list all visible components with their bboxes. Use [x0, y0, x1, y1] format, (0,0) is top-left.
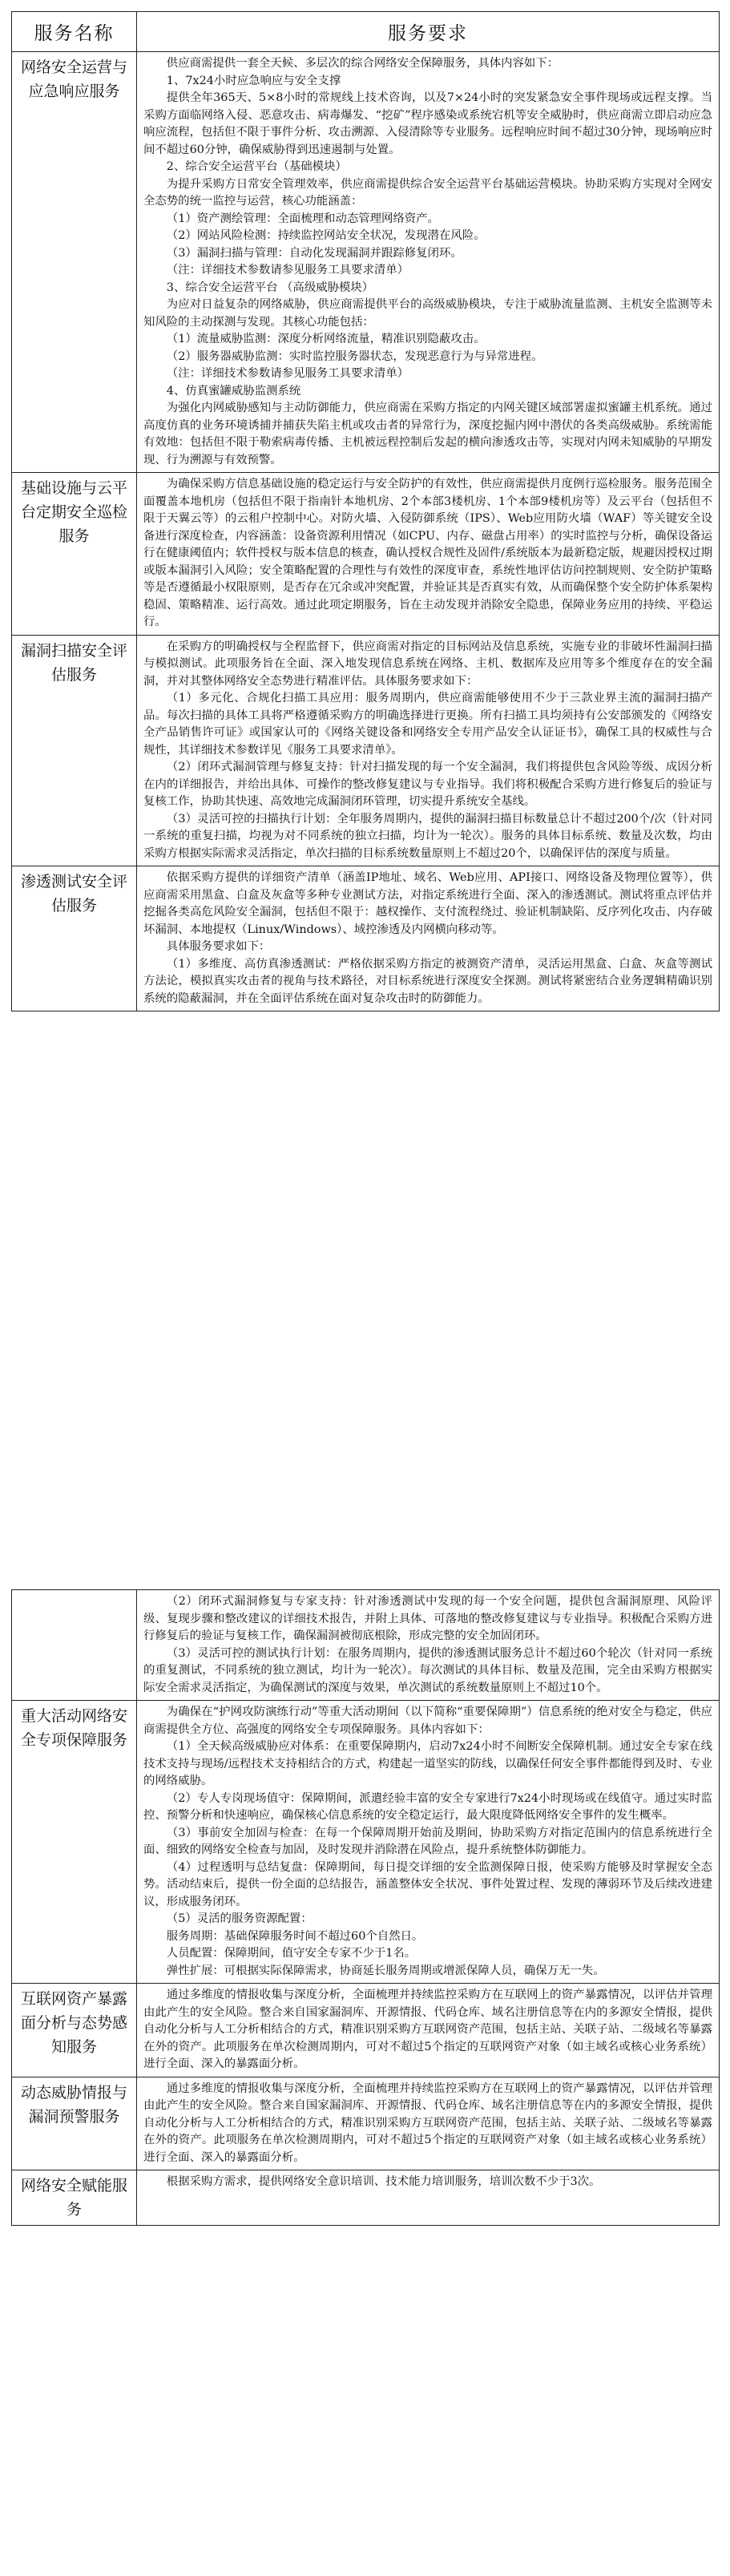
requirement-paragraph: （5）灵活的服务资源配置： [166, 1912, 313, 1925]
service-requirements-cell [137, 2170, 720, 2226]
requirement-paragraph: （注：详细技术参数请参见服务工具要求清单） [166, 264, 409, 277]
requirement-paragraph: 在采购方的明确授权与全程监督下，供应商需对指定的目标网站及信息系统，实施专业的非破坏性漏洞扫描与模拟测试。此项服务旨在全面、深入地发现信息系统在网络、主机、数据库及应用等多个维度存在的安全漏洞，并对其整体网络安全态势进行精准评估。具体服务要求如下： [143, 640, 712, 688]
requirement-paragraph: 人员配置：保障期间，值守安全专家不少于1名。 [166, 1947, 417, 1960]
requirement-paragraph: 具体服务要求如下： [166, 940, 271, 953]
requirement-paragraph: （3）灵活可控的扫描执行计划：全年服务周期内，提供的漏洞扫描目标数量总计不超过200个/次（针对同一系统的重复扫描，均视为对不同系统的独立扫描，均计为一轮次）。服务的具体目标系统、数量及次数，均由采购方根据实际需求灵活指定，单次扫描的目标系统数量原则上不超过20个，以确保评估的深度与质量。 [143, 812, 712, 860]
requirement-paragraph: 1、7x24小时应急响应与安全支撑 [166, 74, 341, 87]
requirement-paragraph: 通过多维度的情报收集与深度分析，全面梳理并持续监控采购方在互联网上的资产暴露情况，以评估并管理由此产生的安全风险。整合来自国家漏洞库、开源情报、代码仓库、域名注册信息等在内的多源安全情报，提供自动化分析与人工分析相结合的方式，精准识别采购方互联网资产范围，包括主站、关联子站、二级域名等暴露在外的资产。此项服务在单次检测周期内，可对不超过5个指定的互联网资产对象（如主域名或核心业务系统）进行全面、深入的暴露面分析。 [143, 1989, 712, 2070]
table-row [12, 2170, 720, 2226]
requirement-paragraph: （1）多元化、合规化扫描工具应用：服务周期内，供应商需能够使用不少于三款业界主流的漏洞扫描产品。每次扫描的具体工具将严格遵循采购方的明确选择进行更换。所有扫描工具均须持有公安部颁发的《网络安全产品销售许可证》或国家认可的《网络关键设备和网络安全专用产品安全认证证书》，确保工具的权威性与合规性，其详细技术参数详见《服务工具要求清单》。 [143, 692, 712, 757]
service-requirements-cell [137, 1590, 720, 1701]
table-row [12, 52, 720, 473]
requirement-paragraph: （1）全天候高级威胁应对体系：在重要保障期内，启动7x24小时不间断安全保障机制。通过安全专家在线技术支持与现场/远程技术支持相结合的方式，构建起一道坚实的防线，以确保任何安全事件都能得到及时、专业的网络威胁。 [143, 1740, 712, 1787]
service-requirements-cell [137, 1701, 720, 1984]
requirement-paragraph: 为应对日益复杂的网络威胁，供应商需提供平台的高级威胁模块，专注于威胁流量监测、主机安全监测等未知风险的主动探测与发现。其核心功能包括： [143, 298, 712, 329]
requirement-paragraph: （1）流量威胁监测：深度分析网络流量，精准识别隐蔽攻击。 [166, 333, 486, 345]
requirement-paragraph: 通过多维度的情报收集与深度分析，全面梳理并持续监控采购方在互联网上的资产暴露情况，以评估并管理由此产生的安全风险。整合来自国家漏洞库、开源情报、代码仓库、域名注册信息等在内的多源安全情报，提供自动化分析与人工分析相结合的方式，精准识别采购方互联网资产范围，包括主站、关联子站、二级域名等暴露在外的资产。此项服务在单次检测周期内，可对不超过5个指定的互联网资产对象（如主域名或核心业务系统）进行全面、深入的暴露面分析。 [143, 2081, 712, 2164]
requirement-paragraph: （1）多维度、高仿真渗透测试：严格依据采购方指定的被测资产清单，灵活运用黑盒、白盒、灰盒等测试方法论，模拟真实攻击者的视角与技术路径，对目标系统进行深度安全探测。测试将紧密结合业务逻辑精确识别系统的隐蔽漏洞，并在全面评估系统在面对复杂攻击时的防御能力。 [143, 957, 712, 1005]
service-name-cell: 网络安全运营与应急响应服务 [12, 52, 137, 473]
service-requirements-cell [137, 866, 720, 1011]
service-requirements-cell [137, 473, 720, 636]
requirement-paragraph: 3、综合安全运营平台 （高级威胁模块） [166, 281, 374, 294]
requirement-paragraph: 弹性扩展：可根据实际保障需求，协商延长服务周期或增派保障人员，确保万无一失。 [166, 1964, 605, 1977]
service-requirements-cell [137, 635, 720, 866]
service-name-cell [12, 1590, 137, 1701]
table-row [12, 1701, 720, 1984]
service-requirements-cell [137, 2077, 720, 2170]
service-name-cell: 重大活动网络安全专项保障服务 [12, 1701, 137, 1984]
requirement-paragraph: （3）事前安全加固与检查：在每一个保障周期开始前及期间，协助采购方对指定范围内的信息系统进行全面、细致的网络安全检查与加固，及时发现并消除潜在风险点，提升系统整体防御能力。 [143, 1826, 712, 1856]
requirement-paragraph: 4、仿真蜜罐威胁监测系统 [166, 384, 301, 398]
table-row [12, 2077, 720, 2170]
header-service-name: 服务名称 [12, 12, 137, 52]
requirement-paragraph: （2）网站风险检测：持续监控网站安全状况，发现潜在风险。 [166, 229, 486, 242]
service-requirements-cell [137, 1984, 720, 2077]
requirement-paragraph: 依据采购方提供的详细资产清单（涵盖IP地址、域名、Web应用、API接口、网络设备及物理位置等），供应商需采用黑盒、白盒及灰盒等多种专业测试方法，对指定系统进行全面、深入的渗透测试。测试将重点评估并挖掘各类高危风险安全漏洞，包括但不限于：越权操作、支付流程绕过、验证机制缺陷、反序列化攻击、内存破坏漏洞、本地提权（Linux/Windows）、域控渗透及内网横向移动等。 [143, 871, 712, 936]
service-requirements-table-part-2 [11, 1589, 720, 2226]
table-row [12, 635, 720, 866]
requirement-paragraph: （2）闭环式漏洞管理与修复支持：针对扫描发现的每一个安全漏洞，我们将提供包含风险等级、成因分析在内的详细报告，并给出具体、可操作的整改修复建议与专业指导。我们将积极配合采购方进行修复后的验证与复核工作，协助其快速、高效地完成漏洞闭环管理，切实提升系统安全基线。 [143, 761, 712, 808]
requirement-paragraph: （2）专人专岗现场值守：保障期间，派遣经验丰富的安全专家进行7x24小时现场或在线值守。通过实时监控、预警分析和快速响应，确保核心信息系统的安全稳定运行，最大限度降低网络安全事件的发生概率。 [143, 1791, 712, 1822]
table-row [12, 1590, 720, 1701]
service-requirements-cell [137, 52, 720, 473]
requirement-paragraph: 2、综合安全运营平台（基础模块） [166, 160, 347, 173]
requirement-paragraph: 根据采购方需求，提供网络安全意识培训、技术能力培训服务，培训次数不少于3次。 [166, 2175, 601, 2188]
requirement-paragraph: （1）资产测绘管理：全面梳理和动态管理网络资产。 [166, 212, 439, 225]
requirement-paragraph: （2）服务器威胁监测：实时监控服务器状态，发现恶意行为与异常进程。 [166, 349, 543, 363]
service-name-cell: 基础设施与云平台定期安全巡检服务 [12, 473, 137, 636]
requirement-paragraph: （注：详细技术参数请参见服务工具要求清单） [166, 367, 409, 380]
service-requirements-table-part-1 [11, 11, 720, 1011]
requirement-paragraph: 供应商需提供一套全天候、多层次的综合网络安全保障服务，具体内容如下： [166, 57, 559, 70]
table-row [12, 473, 720, 636]
requirement-paragraph: （3）漏洞扫描与管理：自动化发现漏洞并跟踪修复闭环。 [166, 246, 462, 260]
service-name-cell: 渗透测试安全评估服务 [12, 866, 137, 1011]
requirement-paragraph: 服务周期：基础保障服务时间不超过60个自然日。 [166, 1929, 424, 1943]
service-name-cell: 漏洞扫描安全评估服务 [12, 635, 137, 866]
requirement-paragraph: 为提升采购方日常安全管理效率，供应商需提供综合安全运营平台基础运营模块。协助采购方实现对全网安全态势的统一监控与运营，核心功能涵盖： [143, 177, 712, 208]
service-name-cell: 网络安全赋能服务 [12, 2170, 137, 2226]
table-row [12, 1984, 720, 2077]
requirement-paragraph: 为确保在“护网攻防演练行动”等重大活动期间（以下简称“重要保障期”）信息系统的绝对安全与稳定，供应商需提供全方位、高强度的网络安全专项保障服务。具体内容如下： [143, 1706, 712, 1736]
service-name-cell: 互联网资产暴露面分析与态势感知服务 [12, 1984, 137, 2077]
table-header-row [12, 12, 720, 52]
requirement-paragraph: 为强化内网威胁感知与主动防御能力，供应商需在采购方指定的内网关键区域部署虚拟蜜罐主机系统。通过高度仿真的业务环境诱捕并捕获失陷主机或攻击者的异常行为，深度挖掘内网中潜伏的各类高级威胁。系统需能有效地：包括但不限于勒索病毒传播、主机被远程控制后发起的横向渗透攻击等，实现对内网未知威胁的早期发现、行为溯源与有效预警。 [143, 402, 712, 466]
requirement-paragraph: 提供全年365天、5×8小时的常规线上技术咨询，以及7×24小时的突发紧急安全事件现场或远程支撑。当采购方面临网络入侵、恶意攻击、病毒爆发、“挖矿”程序感染或系统宕机等安全威胁时，供应商需立即启动应急响应流程，包括但不限于事件分析、攻击溯源、入侵清除等专业服务。远程响应时间不超过30分钟，现场响应时间不超过60分钟，确保威胁得到迅速遏制与处置。 [143, 91, 712, 156]
requirement-paragraph: 为确保采购方信息基础设施的稳定运行与安全防护的有效性，供应商需提供月度例行巡检服务。服务范围全面覆盖本地机房（包括但不限于指南针本地机房、2个本部3楼机房、1个本部9楼机房等）及云平台（包括但不限于天翼云等）的云租户控制中心。对防火墙、入侵防御系统（IPS）、Web应用防火墙（WAF）等关键安全设备进行深度检查，内容涵盖：设备资源利用情况（如CPU、内存、磁盘占用率）的实时监控与分析，确保设备运行在健康阈值内；软件授权与版本信息的核查，确认授权合规性及固件/系统版本为最新稳定版，规避因授权过期或版本漏洞引入风险；安全策略配置的合理性与有效性的深度审查，系统性地评估访问控制规则、安全防护策略等是否遵循最小权限原则，是否存在冗余或冲突配置，并验证其是否真实有效，从而确保整个安全防护体系架构稳固、策略精准、运行高效。通过此项定期服务，旨在主动发现并消除安全隐患，保障业务应用的持续、平稳运行。 [143, 478, 712, 628]
service-name-cell: 动态威胁情报与漏洞预警服务 [12, 2077, 137, 2170]
requirement-paragraph: （4）过程透明与总结复盘：保障期间，每日提交详细的安全监测保障日报，使采购方能够及时掌握安全态势。活动结束后，提供一份全面的总结报告，涵盖整体安全状况、事件处置过程、发现的薄弱环节及后续改进建议，形成服务闭环。 [143, 1860, 712, 1908]
requirement-paragraph: （2）闭环式漏洞修复与专家支持：针对渗透测试中发现的每一个安全问题，提供包含漏洞原理、风险评级、复现步骤和整改建议的详细技术报告，并附上具体、可落地的整改修复建议与专业指导。积极配合采购方进行修复后的验证与复核工作，确保漏洞被彻底根除，形成完整的安全加固闭环。 [143, 1595, 712, 1642]
header-service-requirements: 服务要求 [137, 12, 720, 52]
requirement-paragraph: （3）灵活可控的测试执行计划：在服务周期内，提供的渗透测试服务总计不超过60个轮次（针对同一系统的重复测试，不同系统的独立测试，均计为一轮次）。每次测试的具体目标、数量及范围，完全由采购方根据实际安全需求灵活指定，为确保测试的深度与效果，单次测试的系统数量原则上不超过10个。 [143, 1646, 712, 1694]
table-row [12, 866, 720, 1011]
